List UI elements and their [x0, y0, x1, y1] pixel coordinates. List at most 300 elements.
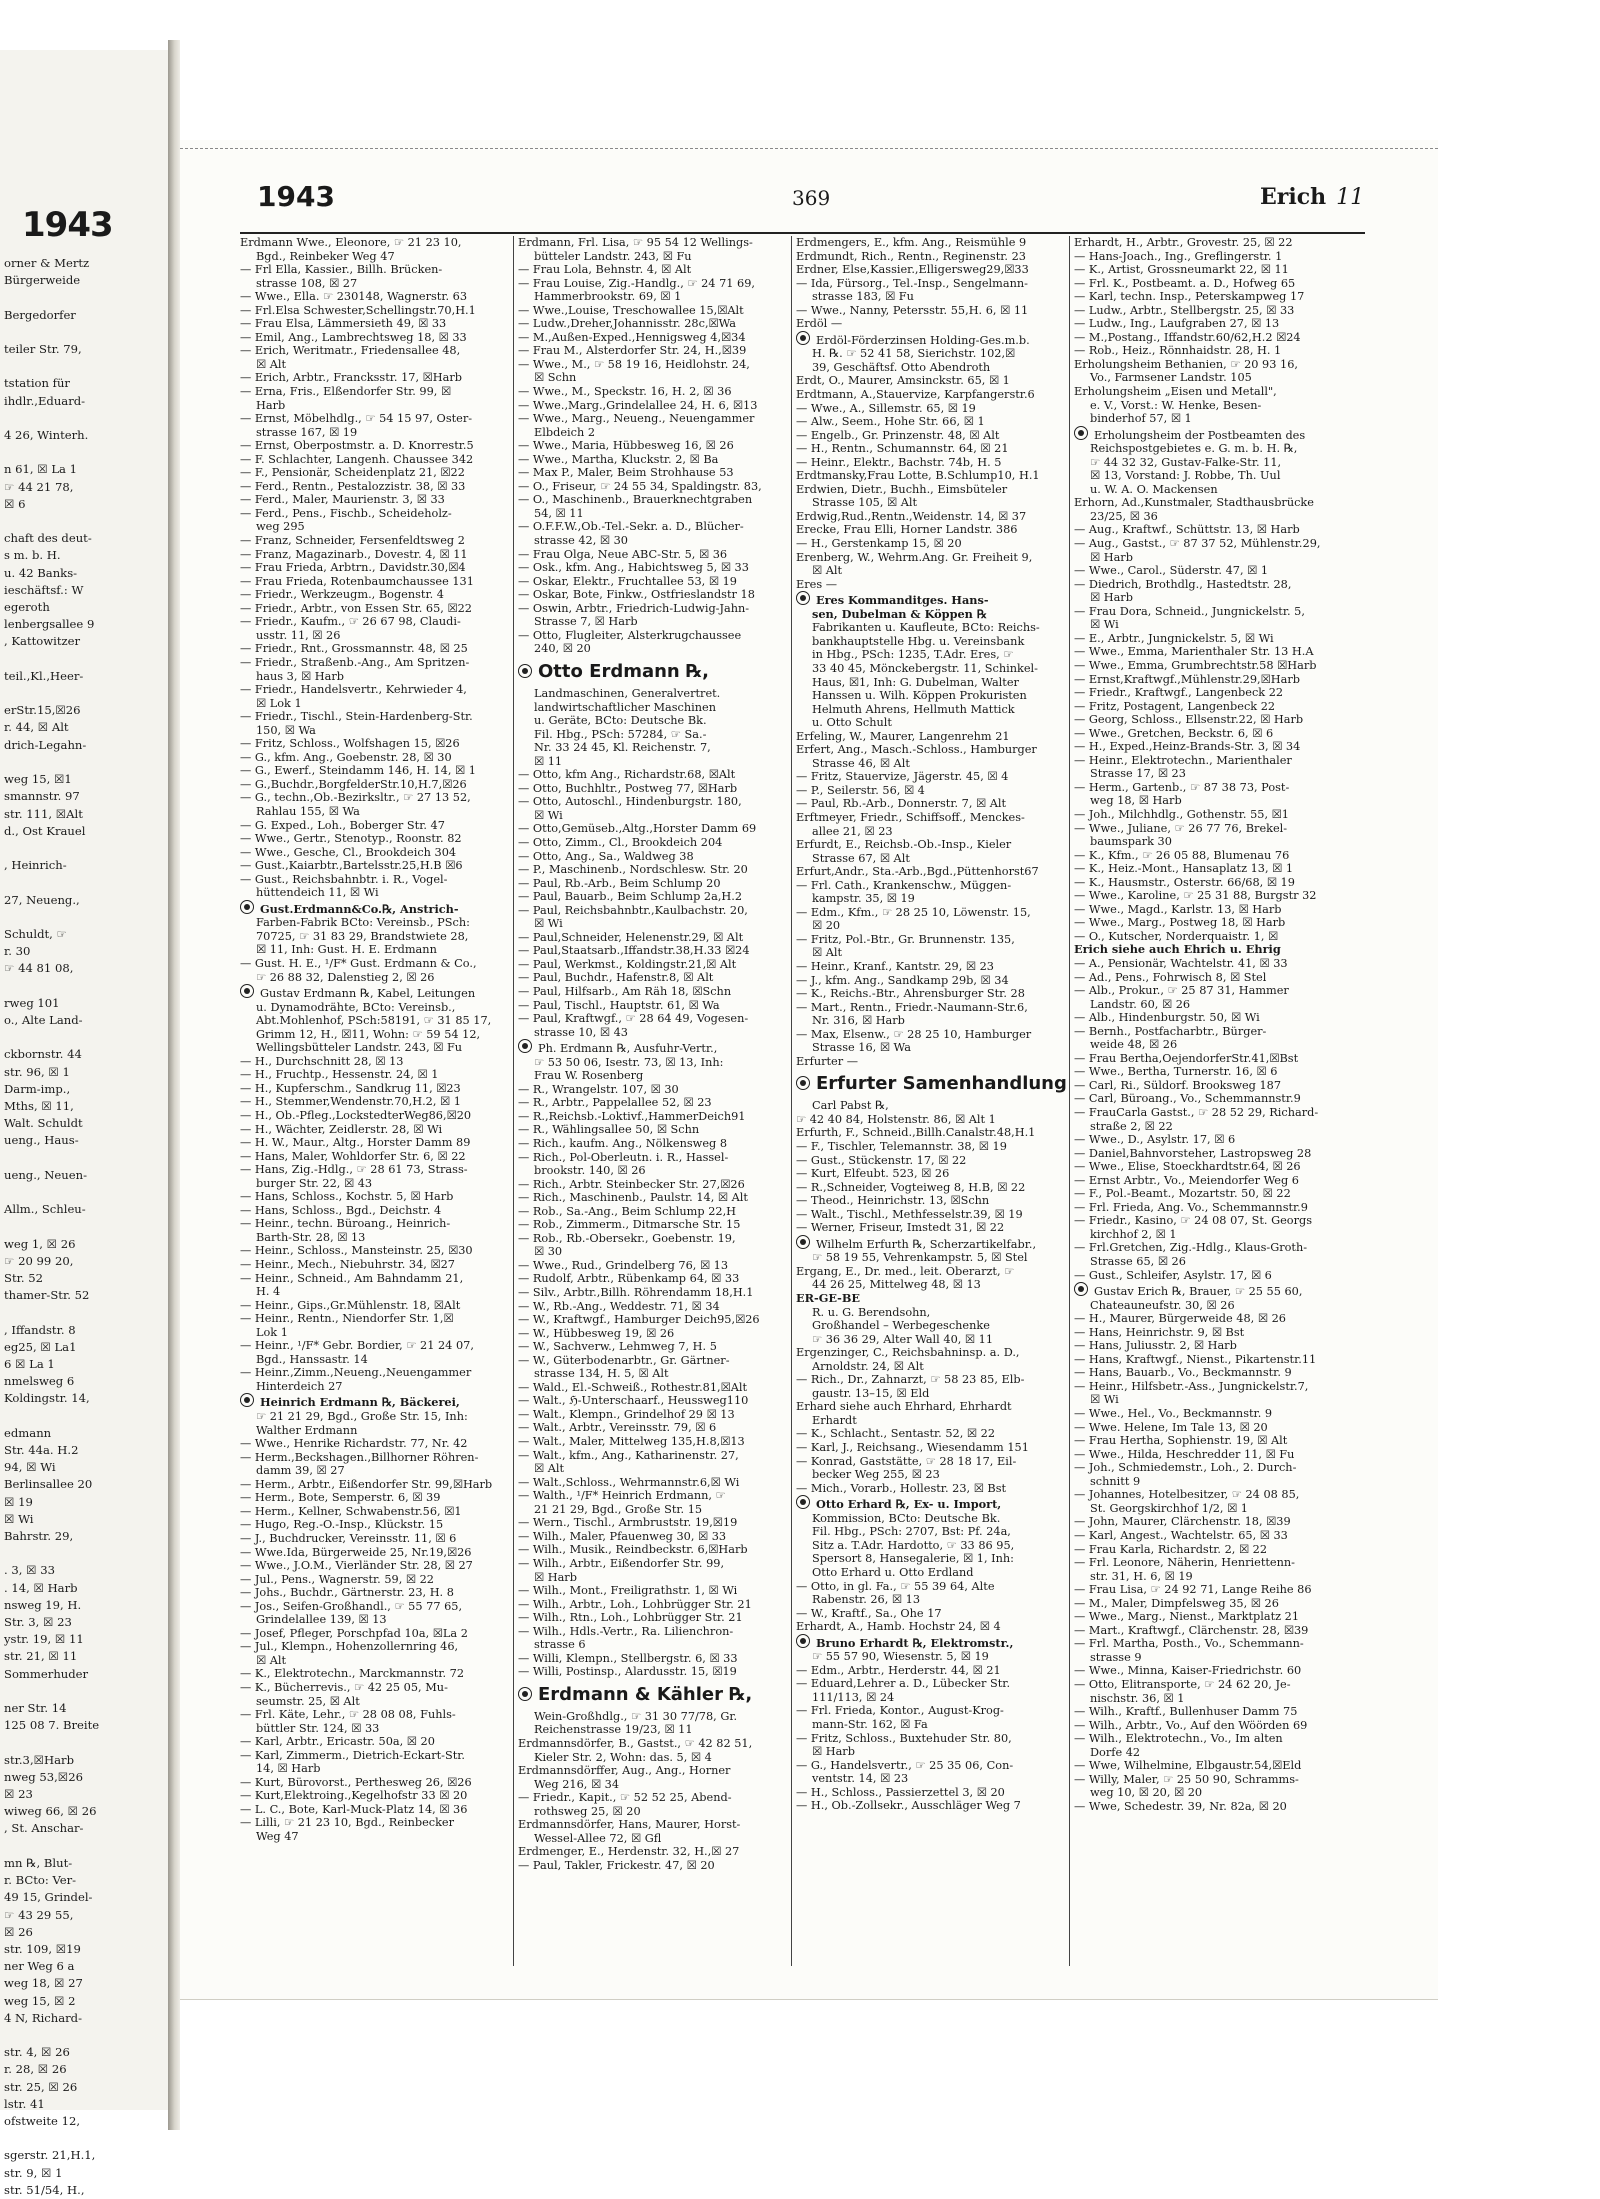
directory-entry — [518, 1096, 786, 1110]
directory-entry — [796, 1001, 1064, 1015]
entry-text: — Rob., Rb.-Obersekr., Goebenstr. 19, — [518, 1231, 736, 1245]
directory-entry — [1074, 686, 1342, 700]
entry-text: str. 31, H. 6, ☒ 19 — [1090, 1569, 1193, 1583]
entry-text: ☒ Schn — [534, 371, 577, 385]
entry-text: Hanssen u. Wilh. Köppen Prokuristen — [812, 689, 1027, 703]
entry-text: damm 39, ☒ 27 — [256, 1464, 345, 1478]
entry-text: — Frl.Gretchen, Zig.-Hdlg., Klaus-Groth- — [1074, 1241, 1308, 1255]
previous-page-line: nmelsweg 6 — [4, 1374, 75, 1389]
directory-entry — [240, 263, 508, 277]
directory-entry — [796, 469, 1064, 483]
entry-text: — Wilh., Musik., Reindbeckstr. 6,☒Harb — [518, 1543, 748, 1557]
previous-page-line: Berlinsallee 20 — [4, 1477, 93, 1492]
directory-entry — [796, 523, 1064, 537]
entry-text: u. Dynamodrähte, BCto: Vereinsb., — [256, 1000, 456, 1014]
directory-entry — [240, 1803, 508, 1817]
directory-entry — [796, 1099, 1064, 1113]
directory-entry — [796, 716, 1064, 730]
entry-text: — Gust., Schleifer, Asylstr. 17, ☒ 6 — [1074, 1268, 1272, 1282]
previous-page-line: drich-Legahn- — [4, 737, 87, 752]
directory-entry — [796, 1495, 1064, 1512]
entry-text: — Daniel,Bahnvorsteher, Lastropsweg 28 — [1074, 1146, 1312, 1160]
directory-entry — [518, 534, 786, 548]
entry-text: becker Weg 255, ☒ 23 — [812, 1468, 940, 1482]
directory-entry — [796, 838, 1064, 852]
directory-entry — [796, 784, 1064, 798]
directory-entry — [1074, 250, 1342, 264]
entry-text: — Willi, Postinsp., Alardusstr. 15, ☒19 — [518, 1665, 737, 1679]
entry-text: — K., Reichs.-Btr., Ahrensburger Str. 28 — [796, 987, 1025, 1001]
entry-text: — W., Hübbesweg 19, ☒ 26 — [518, 1326, 675, 1340]
entry-text: — Heinr., Rentn., Niendorfer Str. 1,☒ — [240, 1312, 454, 1326]
directory-entry — [240, 385, 508, 399]
entry-text: — Willy, Maler, ☞ 25 50 90, Schramms- — [1074, 1772, 1299, 1786]
page-header-year: 1943 — [257, 180, 335, 213]
entry-text: u. W. A. O. Mackensen — [1090, 482, 1218, 496]
entry-text: Erfurth, F., Schneid.,Billh.Canalstr.48,H.1 — [796, 1126, 1036, 1140]
entry-text: Strasse 17, ☒ 23 — [1090, 767, 1186, 781]
entry-text: — Wwe., Maria, Hübbesweg 16, ☒ 26 — [518, 439, 734, 453]
directory-entry — [796, 608, 1064, 622]
entry-text: — FrauCarla Gastst., ☞ 28 52 29, Richard- — [1074, 1106, 1319, 1119]
directory-entry — [240, 290, 508, 304]
directory-entry — [518, 850, 786, 864]
entry-text: — Heinr., Schloss., Mansteinstr. 25, ☒30 — [240, 1244, 473, 1258]
directory-entry — [1074, 263, 1342, 277]
directory-entry — [796, 537, 1064, 551]
entry-text: Bgd., Hanssastr. 14 — [256, 1352, 368, 1366]
previous-page-line: Bahrstr. 29, — [4, 1529, 74, 1544]
directory-entry — [518, 999, 786, 1013]
directory-entry — [518, 1232, 786, 1246]
directory-entry — [796, 388, 1064, 402]
header-section: 11 — [1336, 185, 1365, 210]
entry-text: — Johannes, Hotelbesitzer, ☞ 24 08 85, — [1074, 1488, 1300, 1502]
entry-text: Harb — [256, 398, 286, 412]
previous-page-line — [4, 1838, 164, 1855]
previous-page-line: str.3,☒Harb — [4, 1752, 75, 1767]
entry-text: u. Geräte, BCto: Deutsche Bk. — [534, 714, 707, 728]
directory-entry — [518, 1245, 786, 1259]
entry-text: strasse 6 — [534, 1638, 586, 1652]
directory-entry — [240, 1830, 508, 1844]
directory-entry — [518, 317, 786, 331]
entry-text: — Wwe., Gretchen, Beckstr. 6, ☒ 6 — [1074, 726, 1274, 740]
entry-text: — Herm., Arbtr., Eißendorfer Str. 99,☒Harb — [240, 1477, 493, 1491]
entry-text: Hammerbrookstr. 69, ☒ 1 — [534, 290, 682, 304]
entry-text: Erdmann, Frl. Lisa, ☞ 95 54 12 Wellings- — [518, 236, 753, 249]
directory-entry — [796, 1414, 1064, 1428]
entry-text: — Wwe., Rud., Grindelberg 76, ☒ 13 — [518, 1258, 729, 1272]
directory-entry — [796, 415, 1064, 429]
directory-entry — [518, 958, 786, 972]
entry-text: — Rudolf, Arbtr., Rübenkamp 64, ☒ 33 — [518, 1272, 740, 1286]
directory-entry — [518, 917, 786, 931]
entry-text: — Joh., Schmiedemstr., Loh., 2. Durch- — [1074, 1461, 1297, 1475]
directory-entry — [240, 930, 508, 944]
directory-entry — [796, 648, 1064, 662]
directory-entry — [796, 1154, 1064, 1168]
previous-page-line: Str. 44a. H.2 — [4, 1443, 79, 1458]
previous-page-edge — [0, 50, 169, 2197]
directory-entry — [1074, 1407, 1342, 1421]
directory-entry — [518, 1764, 786, 1778]
directory-entry — [1074, 1637, 1342, 1651]
entry-text: Ergang, E., Dr. med., leit. Oberarzt, ☞ — [796, 1264, 1015, 1278]
entry-text: — Max P., Maler, Beim Strohhause 53 — [518, 466, 734, 480]
directory-entry — [240, 250, 508, 264]
registered-firm-icon — [796, 1235, 810, 1249]
entry-text: haus 3, ☒ Harb — [256, 669, 344, 683]
directory-page — [180, 140, 1438, 2000]
entry-text: — Paul, Takler, Frickestr. 47, ☒ 20 — [518, 1858, 715, 1872]
directory-entry — [518, 1859, 786, 1873]
directory-entry — [796, 442, 1064, 456]
directory-entry — [518, 822, 786, 836]
directory-entry — [1074, 754, 1342, 768]
directory-entry — [518, 1503, 786, 1517]
directory-entry — [518, 1449, 786, 1463]
entry-text: 70725, ☞ 31 83 29, Brandstwiete 28, — [256, 929, 469, 943]
entry-text: — Frau Frieda, Rotenbaumchaussee 131 — [240, 574, 474, 588]
entry-text: Chateauneufstr. 30, ☒ 26 — [1090, 1298, 1235, 1312]
directory-entry — [1074, 358, 1342, 372]
directory-entry — [796, 1333, 1064, 1347]
directory-entry — [518, 439, 786, 453]
entry-text: Eres Kommanditges. Hans- — [816, 593, 989, 608]
directory-entry — [1074, 1174, 1342, 1188]
directory-entry — [1074, 876, 1342, 890]
entry-text: — Wald., El.-Schweiß., Rothestr.81,☒Alt — [518, 1380, 748, 1394]
entry-text: — Herm.,Beckshagen.,Billhorner Röhren- — [240, 1450, 479, 1464]
directory-entry — [796, 757, 1064, 771]
directory-entry — [796, 1181, 1064, 1195]
directory-entry — [518, 985, 786, 999]
directory-entry — [1074, 496, 1342, 510]
previous-page-line — [4, 840, 164, 857]
directory-heading — [518, 1683, 786, 1707]
entry-text: Erhardt, H., Arbtr., Grovestr. 25, ☒ 22 — [1074, 236, 1293, 249]
previous-page-line: 4 26, Winterh. — [4, 428, 89, 443]
directory-entry — [1074, 236, 1342, 250]
directory-entry — [240, 1353, 508, 1367]
entry-text: — Ferd., Rentn., Pestalozzistr. 38, ☒ 33 — [240, 479, 466, 493]
entry-text: Kommission, BCto: Deutsche Bk. — [812, 1511, 1001, 1525]
entry-text: — Alb., Hindenburgstr. 50, ☒ Wi — [1074, 1011, 1260, 1025]
directory-entry — [240, 277, 508, 291]
previous-page-line: weg 15, ☒ 2 — [4, 1993, 76, 2008]
entry-text: Erfert, Ang., Masch.-Schloss., Hamburger — [796, 743, 1037, 757]
entry-text: — R.,Reichsb.-Loktivf.,HammerDeich91 — [518, 1109, 746, 1123]
entry-text: — Wwe. Helene, Im Tale 13, ☒ 20 — [1074, 1420, 1268, 1434]
entry-text: ☒ 11, Inh: Gust. H. E. Erdmann — [256, 943, 437, 957]
entry-text: — O.F.F.W.,Ob.-Tel.-Sekr. a. D., Blücher- — [518, 520, 744, 534]
entry-text: — W., Kraftwgf., Hamburger Deich95,☒26 — [518, 1313, 760, 1327]
directory-entry — [1074, 943, 1342, 957]
previous-page-line: teiler Str. 79, — [4, 342, 82, 357]
entry-text: — Erich, Arbtr., Francksstr. 17, ☒Harb — [240, 371, 462, 385]
entry-text: — Jul., Klempn., Hohenzollernring 46, — [240, 1640, 459, 1654]
entry-text: — Aug., Kraftwf., Schüttstr. 13, ☒ Harb — [1074, 523, 1300, 537]
entry-text: — Paul,Staatsarb.,Iffandstr.38,H.33 ☒24 — [518, 944, 750, 958]
previous-page-line: , Kattowitzer — [4, 634, 81, 649]
entry-text: — Ernst,Kraftwgf.,Mühlenstr.29,☒Harb — [1074, 672, 1300, 686]
entry-text: baumspark 30 — [1090, 835, 1172, 849]
directory-entry — [518, 1571, 786, 1585]
entry-text: — Oskar, Bote, Finkw., Ostfrieslandstr 18 — [518, 588, 755, 602]
directory-entry — [518, 1191, 786, 1205]
directory-entry — [796, 1346, 1064, 1360]
entry-text: — Heinr., Elektr., Bachstr. 74b, H. 5 — [796, 455, 1002, 469]
directory-entry — [240, 1366, 508, 1380]
directory-entry — [518, 877, 786, 891]
entry-text: straße 2, ☒ 22 — [1090, 1119, 1173, 1133]
directory-entry — [796, 960, 1064, 974]
entry-text: — Heinr., Schneid., Am Bahndamm 21, — [240, 1271, 464, 1285]
directory-entry — [1074, 442, 1342, 456]
entry-text: — Konrad, Gaststätte, ☞ 28 18 17, Eil- — [796, 1454, 1017, 1468]
directory-entry — [1074, 1759, 1342, 1773]
entry-text: ☒ 11 — [534, 754, 563, 768]
entry-text: — Otto, Ang., Sa., Waldweg 38 — [518, 849, 694, 863]
entry-text: Gustav Erich ℞, Brauer, ☞ 25 55 60, — [1094, 1285, 1303, 1299]
directory-entry — [796, 236, 1064, 250]
directory-entry — [240, 1451, 508, 1465]
entry-text: — Hans, Kraftwgf., Nienst., Pikartenstr.11 — [1074, 1352, 1317, 1366]
directory-entry — [240, 1231, 508, 1245]
directory-entry — [796, 1126, 1064, 1140]
directory-entry — [518, 904, 786, 918]
entry-text: — Frau Lola, Behnstr. 4, ☒ Alt — [518, 263, 692, 277]
directory-entry — [518, 399, 786, 413]
directory-entry — [1074, 591, 1342, 605]
directory-entry — [518, 1611, 786, 1625]
previous-page-line: ner Str. 14 — [4, 1701, 67, 1716]
directory-entry — [1074, 551, 1342, 565]
previous-page-line: 4 N, Richard- — [4, 2010, 83, 2025]
entry-text: Strasse 7, ☒ Harb — [534, 615, 638, 629]
entry-text: — Hans, Schloss., Bgd., Deichstr. 4 — [240, 1203, 442, 1217]
entry-text: — Walt., kfm., Ang., Katharinenstr. 27, — [518, 1448, 739, 1462]
entry-text: — Frl. Martha, Posth., Vo., Schemmann- — [1074, 1637, 1304, 1651]
entry-text: — Wwe., D., Asylstr. 17, ☒ 6 — [1074, 1133, 1236, 1147]
entry-text: Walther Erdmann — [256, 1423, 358, 1437]
directory-entry — [796, 1014, 1064, 1028]
previous-page-line — [4, 2130, 164, 2147]
directory-entry — [1074, 1529, 1342, 1543]
entry-text: 54, ☒ 11 — [534, 506, 584, 520]
entry-text: — Erna, Fris., Elßendorfer Str. 99, ☒ — [240, 385, 452, 399]
previous-page-line — [4, 1184, 164, 1201]
directory-entry — [796, 483, 1064, 497]
directory-entry — [240, 1410, 508, 1424]
directory-entry — [1074, 1570, 1342, 1584]
entry-text: Erecke, Frau Elli, Horner Landstr. 386 — [796, 523, 1018, 537]
directory-entry — [240, 900, 508, 917]
directory-entry — [518, 1394, 786, 1408]
directory-entry — [1074, 344, 1342, 358]
entry-text: Erfurt,Andr., Sta.-Arb.,Bgd.,Püttenhorst67 — [796, 865, 1039, 879]
entry-text: — Wwe., Bertha, Turnerstr. 16, ☒ 6 — [1074, 1065, 1278, 1079]
entry-text: — Paul, Tischl., Hauptstr. 61, ☒ Wa — [518, 998, 720, 1012]
column-divider — [513, 236, 514, 1966]
directory-entry — [518, 1638, 786, 1652]
directory-entry — [240, 1150, 508, 1164]
directory-entry — [240, 1464, 508, 1478]
directory-entry — [796, 551, 1064, 565]
directory-entry — [518, 836, 786, 850]
directory-entry — [1074, 903, 1342, 917]
directory-entry — [240, 683, 508, 697]
entry-text: — Rich., Arbtr. Steinbecker Str. 27,☒26 — [518, 1177, 745, 1191]
directory-entry — [240, 399, 508, 413]
directory-entry — [796, 1677, 1064, 1691]
directory-entry — [1074, 822, 1342, 836]
directory-entry — [796, 1525, 1064, 1539]
entry-text: — Wilh., Rtn., Loh., Lohbrügger Str. 21 — [518, 1611, 743, 1625]
entry-text: — Friedr., Handelsvertr., Kehrwieder 4, — [240, 683, 467, 697]
directory-entry — [518, 588, 786, 602]
entry-text: Erfurdt, E., Reichsb.-Ob.-Insp., Kieler — [796, 838, 1012, 852]
entry-text: sen, Dubelman & Köppen ℞ — [812, 606, 987, 621]
directory-entry — [240, 317, 508, 331]
directory-entry — [240, 1082, 508, 1096]
entry-text: — Kurt, Bürovorst., Perthesweg 26, ☒26 — [240, 1775, 472, 1789]
entry-text: rothsweg 25, ☒ 20 — [534, 1804, 641, 1818]
directory-entry — [796, 770, 1064, 784]
entry-text: — Wwe., Gertr., Stenotyp., Roonstr. 82 — [240, 832, 462, 846]
previous-page-line: wiweg 66, ☒ 26 — [4, 1804, 97, 1819]
directory-entry — [240, 737, 508, 751]
entry-text: — Frl. Frieda, Kontor., August-Krog- — [796, 1704, 1004, 1718]
entry-text: Rabenstr. 26, ☒ 13 — [812, 1593, 921, 1607]
entry-text: — Paul, Kraftwgf., ☞ 28 64 49, Vogesen- — [518, 1012, 749, 1026]
directory-entry — [518, 1137, 786, 1151]
directory-entry — [240, 886, 508, 900]
entry-text: — Frl. K., Postbeamt. a. D., Hofweg 65 — [1074, 276, 1296, 290]
directory-entry — [1074, 1719, 1342, 1733]
entry-text: strasse 42, ☒ 30 — [534, 534, 628, 548]
previous-page-line: 49 15, Grindel- — [4, 1890, 93, 1905]
previous-page-line — [4, 754, 164, 771]
previous-page-line — [4, 2027, 164, 2044]
previous-page-line: 27, Neueng., — [4, 892, 80, 907]
directory-entry — [240, 1695, 508, 1709]
directory-entry — [796, 290, 1064, 304]
entry-text: ☒ Alt — [256, 357, 287, 371]
entry-text: Erdmannsdörfer, B., Gastst., ☞ 42 82 51, — [518, 1736, 753, 1750]
entry-text: Reichspostgebietes e. G. m. b. H. ℞, — [1090, 442, 1298, 456]
directory-entry — [796, 689, 1064, 703]
registered-firm-icon — [1074, 426, 1088, 440]
directory-entry — [796, 496, 1064, 510]
entry-text: — Paul, Rb.-Arb., Donnerstr. 7, ☒ Alt — [796, 797, 1007, 811]
entry-text: Erdtmann, A.,Stauervize, Karpfangerstr.6 — [796, 388, 1035, 402]
directory-entry — [1074, 1326, 1342, 1340]
registered-firm-icon — [796, 591, 810, 605]
previous-page-line: ☒ 26 — [4, 1924, 33, 1939]
entry-text: — Paul, Werkmst., Koldingstr.21,☒ Alt — [518, 957, 737, 971]
directory-entry — [1074, 1282, 1342, 1299]
directory-entry — [796, 1194, 1064, 1208]
entry-text: — Herm., Gartenb., ☞ 87 38 73, Post- — [1074, 780, 1290, 794]
entry-text: Erhorn, Ad.,Kunstmaler, Stadthausbrücke — [1074, 496, 1314, 510]
entry-text: — Herm., Bote, Semperstr. 6, ☒ 39 — [240, 1491, 441, 1505]
entry-text: ☞ 44 32 32, Gustav-Falke-Str. 11, — [1090, 455, 1282, 469]
entry-text: strasse 10, ☒ 43 — [534, 1025, 628, 1039]
directory-entry — [240, 1136, 508, 1150]
directory-entry — [518, 453, 786, 467]
previous-page-line — [4, 324, 164, 341]
directory-entry — [1074, 564, 1342, 578]
directory-entry — [796, 456, 1064, 470]
directory-entry — [240, 1491, 508, 1505]
directory-entry — [240, 916, 508, 930]
previous-page-line: erStr.15,☒26 — [4, 703, 81, 718]
directory-entry — [1074, 1786, 1342, 1800]
entry-text: 21 21 29, Bgd., Große Str. 15 — [534, 1502, 703, 1516]
entry-text: — Wwe., Martha, Kluckstr. 2, ☒ Ba — [518, 452, 719, 466]
entry-text: weg 295 — [256, 520, 305, 534]
registered-firm-icon — [240, 1393, 254, 1407]
previous-page-line: rweg 101 — [4, 995, 60, 1010]
directory-entry — [796, 1732, 1064, 1746]
entry-text: — Heinr., Elektrotechn., Marienthaler — [1074, 753, 1292, 767]
directory-entry — [240, 1559, 508, 1573]
directory-entry — [1074, 1038, 1342, 1052]
directory-entry — [1074, 1241, 1342, 1255]
entry-text: — Friedr., Kapit., ☞ 52 52 25, Abend- — [518, 1791, 732, 1805]
previous-page-line — [4, 444, 164, 461]
directory-entry — [1074, 371, 1342, 385]
directory-entry — [796, 1113, 1064, 1127]
directory-entry — [518, 782, 786, 796]
entry-text: — G. Exped., Loh., Boberger Str. 47 — [240, 818, 445, 832]
entry-text: Erdöl-Förderzinsen Holding-Ges.m.b. — [816, 333, 1030, 347]
previous-page-line: 125 08 7. Breite — [4, 1718, 100, 1733]
directory-entry — [796, 1799, 1064, 1813]
entry-text: — Hugo, Reg.-O.-Insp., Klückstr. 15 — [240, 1518, 444, 1532]
directory-entry — [1074, 1448, 1342, 1462]
previous-page-line: chaft des deut- — [4, 531, 92, 546]
entry-text: — Wwe., Emma, Marienthaler Str. 13 H.A — [1074, 645, 1314, 659]
entry-text: — Wwe., Emma, Grumbrechtstr.58 ☒Harb — [1074, 658, 1317, 672]
directory-entry — [796, 1292, 1064, 1306]
entry-text: — Karl, Arbtr., Ericastr. 50a, ☒ 20 — [240, 1735, 435, 1749]
entry-text: — O., Kutscher, Norderquaistr. 1, ☒ — [1074, 929, 1279, 943]
entry-text: — W., Güterbodenarbtr., Gr. Gärtner- — [518, 1353, 730, 1367]
column-1 — [240, 236, 508, 1986]
directory-entry — [796, 1786, 1064, 1800]
directory-entry — [518, 1791, 786, 1805]
previous-page-line: str. 111, ☒Alt — [4, 806, 83, 821]
previous-page-line: ☒ 19 — [4, 1494, 33, 1509]
entry-text: — Engelb., Gr. Prinzenstr. 48, ☒ Alt — [796, 428, 1000, 442]
entry-text: — Jos., Seifen-Großhandl., ☞ 55 77 65, — [240, 1599, 463, 1613]
entry-text: Erdt, O., Maurer, Amsinckstr. 65, ☒ 1 — [796, 374, 1010, 388]
directory-entry — [518, 1123, 786, 1137]
directory-entry — [796, 635, 1064, 649]
directory-entry — [796, 730, 1064, 744]
directory-entry — [240, 1204, 508, 1218]
entry-text: — Josef, Pfleger, Porschpfad 10a, ☒La 2 — [240, 1626, 468, 1640]
previous-page-line: Mths, ☒ 11, — [4, 1098, 74, 1113]
previous-page-line: egeroth — [4, 600, 50, 615]
entry-text: — R., Wählingsallee 50, ☒ Schn — [518, 1123, 700, 1137]
directory-entry — [1074, 537, 1342, 551]
entry-text: — Oskar, Elektr., Fruchtallee 53, ☒ 19 — [518, 574, 737, 588]
directory-entry — [518, 1039, 786, 1056]
